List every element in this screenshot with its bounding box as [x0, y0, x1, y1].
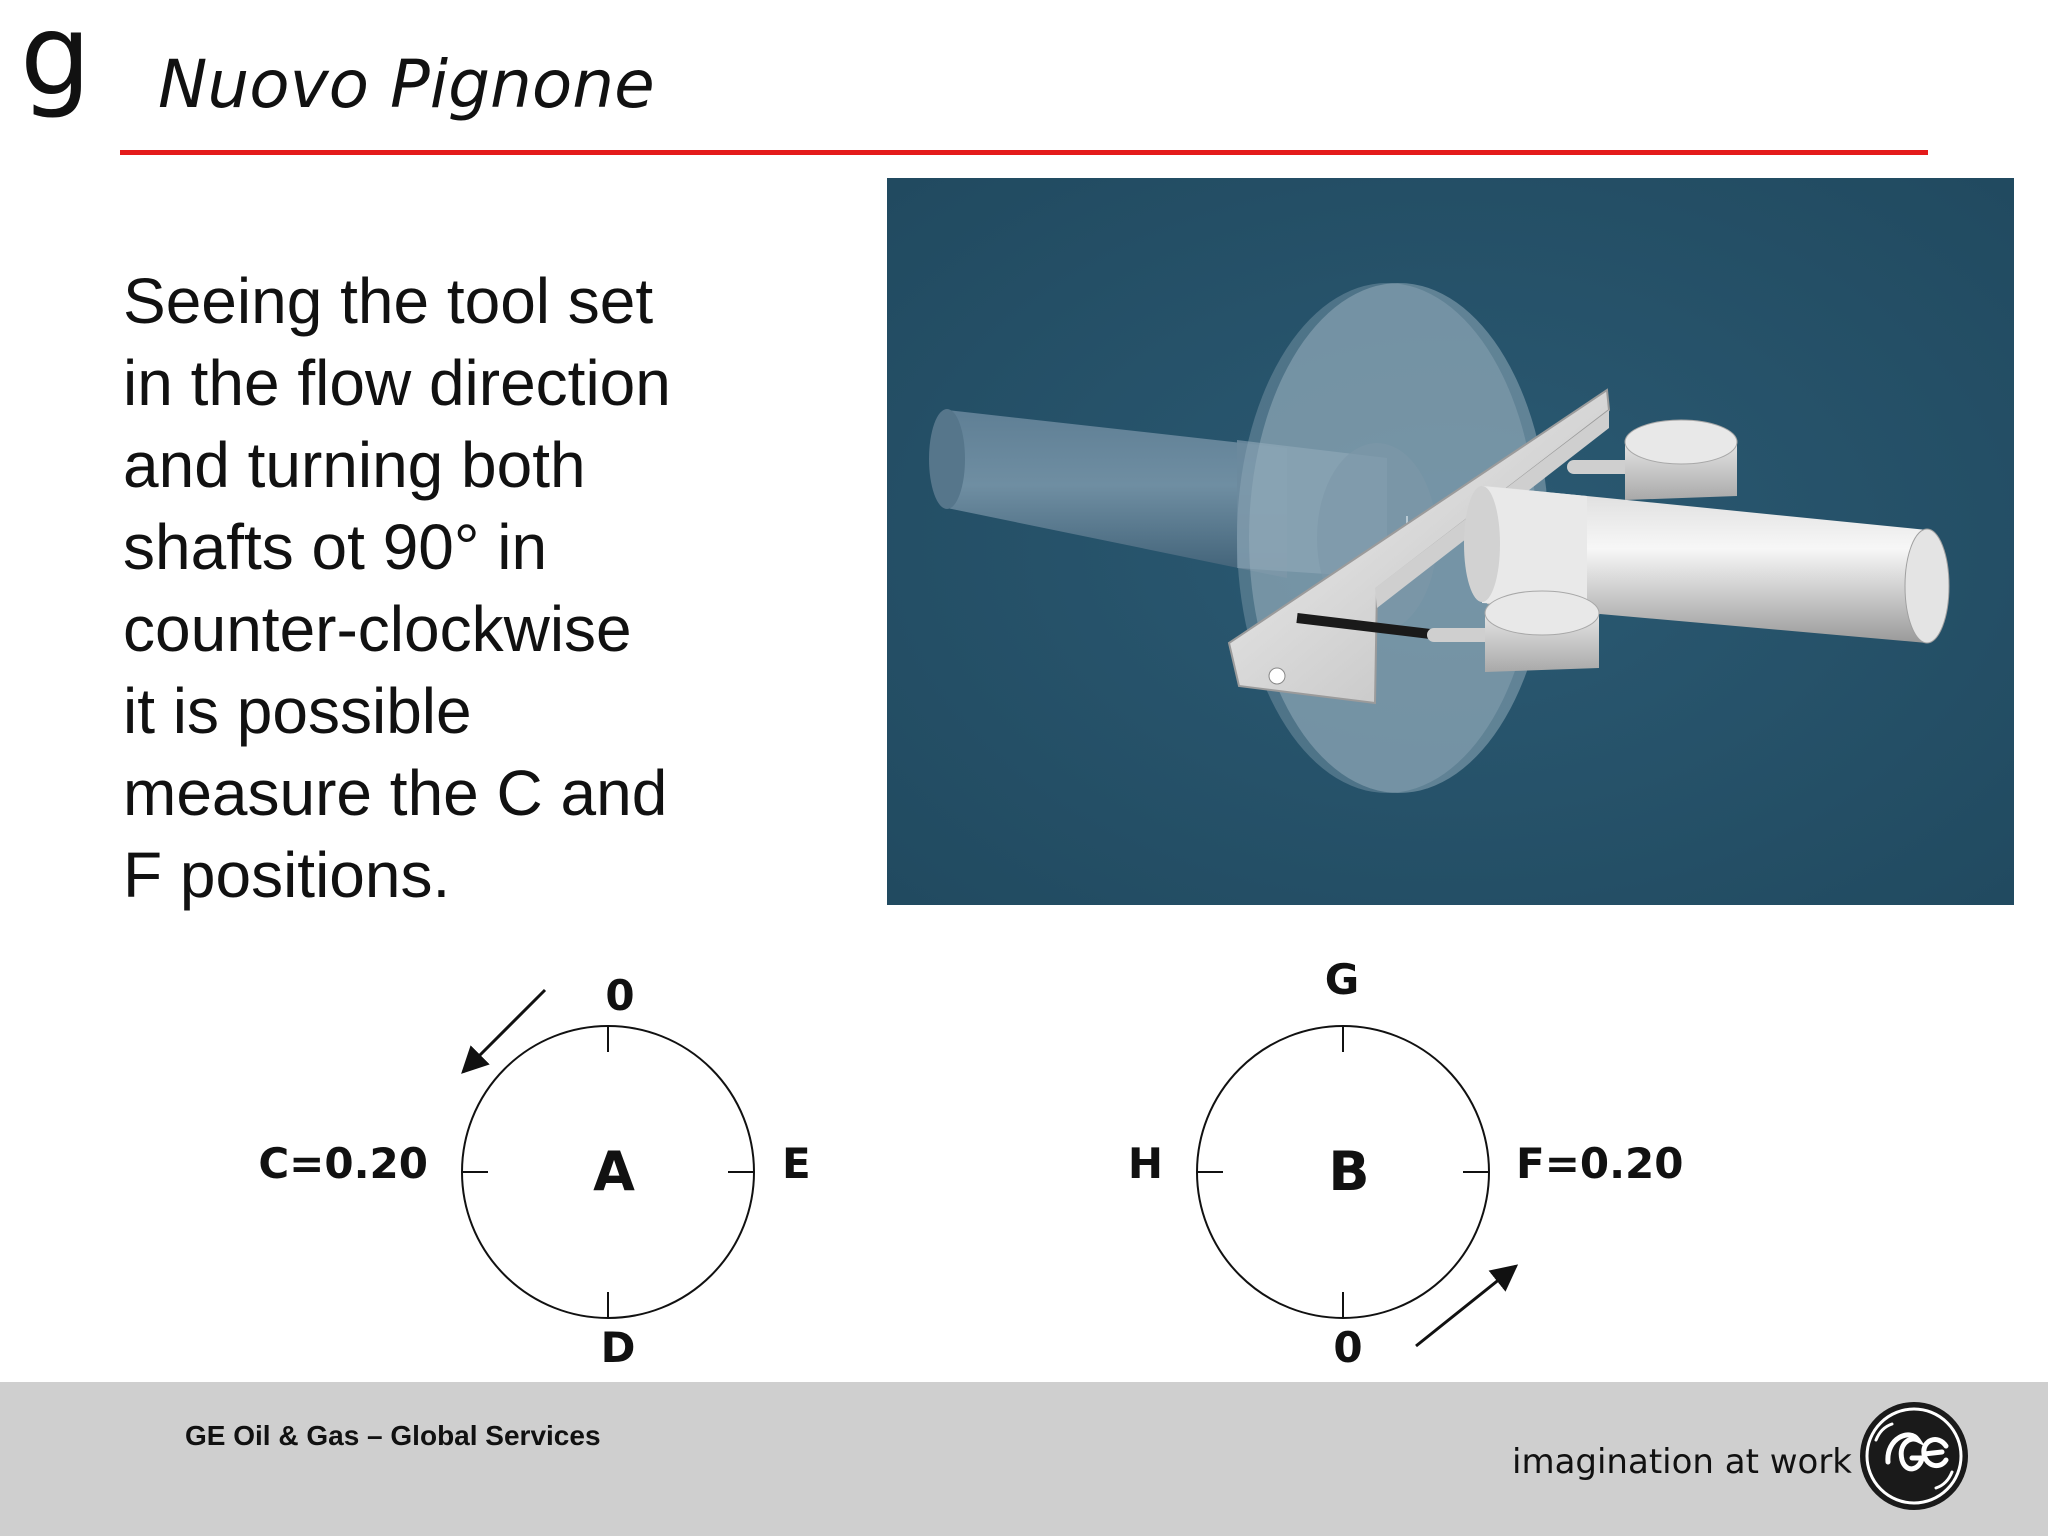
- shaft-alignment-render: [887, 178, 2014, 905]
- dial-a-left-label: C=0.20: [258, 1139, 428, 1188]
- footer-company: GE Oil & Gas – Global Services: [185, 1420, 601, 1451]
- g-logo-mark: g: [20, 0, 92, 121]
- body-line: in the flow direction: [123, 347, 671, 419]
- header-divider: [120, 150, 1928, 155]
- body-line: measure the C and: [123, 757, 668, 829]
- dial-diagram: [0, 950, 2048, 1390]
- dial-a-right-label: E: [782, 1139, 811, 1188]
- ge-logo-icon: [1858, 1400, 1970, 1512]
- dial-a-center-label: A: [593, 1140, 635, 1203]
- dial-b-left-label: H: [1127, 1139, 1163, 1188]
- body-line: it is possible: [123, 675, 472, 747]
- dial-b-right-label: F=0.20: [1516, 1139, 1684, 1188]
- dial-b: [1128, 955, 1684, 1372]
- footer-tagline: imagination at work: [1512, 1442, 1852, 1482]
- body-text: [123, 260, 843, 916]
- brand-title: Nuovo Pignone: [158, 46, 655, 123]
- body-line: shafts ot 90° in: [123, 511, 548, 583]
- dial-b-bottom-label: 0: [1333, 1323, 1363, 1372]
- rotation-arrow-b: [1416, 1266, 1516, 1346]
- body-line: F positions.: [123, 839, 451, 911]
- body-line: Seeing the tool set: [123, 265, 654, 337]
- body-line: and turning both: [123, 429, 586, 501]
- dial-a: [258, 971, 810, 1372]
- dial-b-center-label: B: [1328, 1140, 1370, 1203]
- rotation-arrow-a: [463, 990, 545, 1072]
- dial-b-top-label: G: [1324, 955, 1360, 1004]
- body-line: counter-clockwise: [123, 593, 632, 665]
- dial-a-bottom-label: D: [600, 1323, 636, 1372]
- dial-a-top-label: 0: [605, 971, 635, 1020]
